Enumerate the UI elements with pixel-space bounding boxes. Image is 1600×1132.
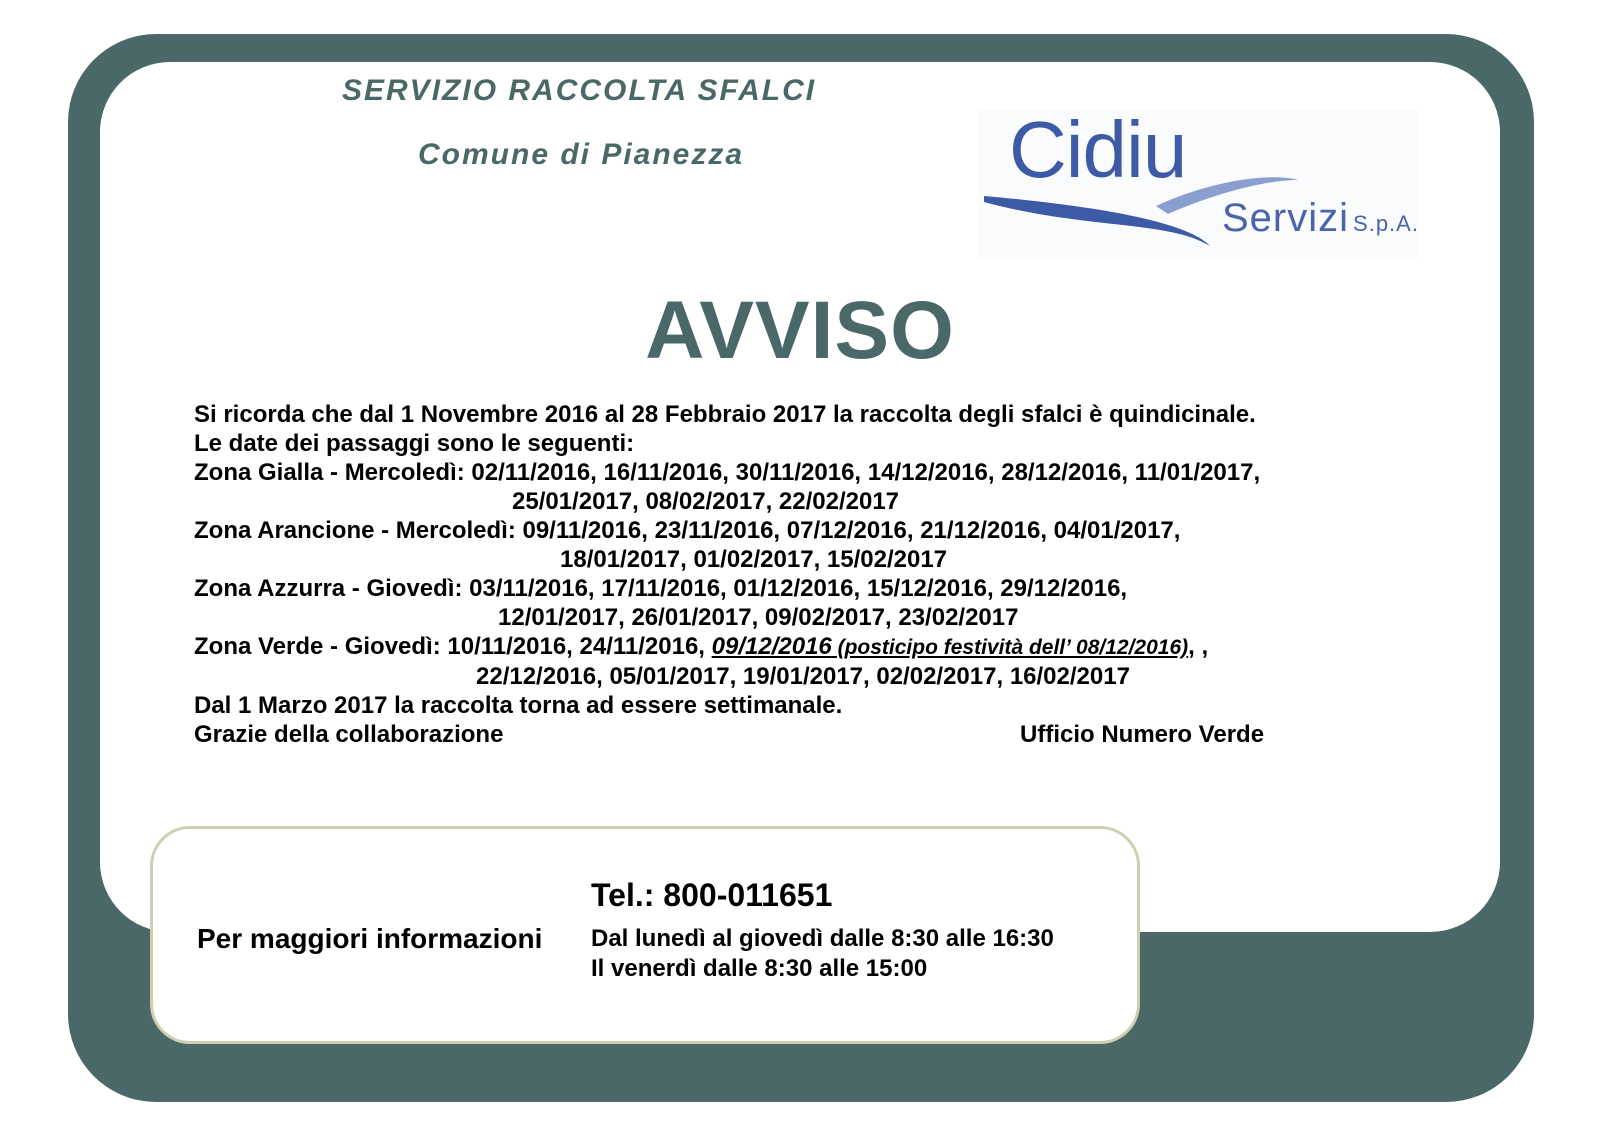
zone-verde-postponed-note: (posticipo festività dell’ 08/12/2016) [831,636,1189,659]
thanks-text: Grazie della collaborazione [194,721,504,748]
zone-arancione-line1: Zona Arancione - Mercoledì: 09/11/2016, 23/11/2016, 07/12/2016, 21/12/2016, 04/01/2017, [194,517,1181,544]
intro-line: Si ricorda che dal 1 Novembre 2016 al 28 Febbraio 2017 la raccolta degli sfalci è quindicinale. [194,401,1256,428]
hours-weekdays: Dal lunedì al giovedì dalle 8:30 alle 16:30 [591,925,1054,952]
notice-body [194,400,1265,749]
phone-number: Tel.: 800-011651 [591,877,833,913]
signature-text: Ufficio Numero Verde [1020,721,1265,748]
zone-verde-prefix: Zona Verde - Giovedì: 10/11/2016, 24/11/2016, [194,633,712,660]
notice-heading: AVVISO [645,285,955,376]
municipality-name: Comune di Pianezza [418,138,745,171]
zone-verde-line1 [194,632,1260,662]
hours-friday: Il venerdì dalle 8:30 alle 15:00 [591,955,928,982]
zone-gialla-line1: Zona Gialla - Mercoledì: 02/11/2016, 16/11/2016, 30/11/2016, 14/12/2016, 28/12/2016, 11/01/2017, [194,459,1261,486]
zone-verde-postponed-date: 09/12/2016 [711,633,832,660]
zone-gialla-line2: 25/01/2017, 08/02/2017, 22/02/2017 [512,488,900,515]
logo-servizi: Servizi [1222,196,1350,240]
zone-verde-line2: 22/12/2016, 05/01/2017, 19/01/2017, 02/02/2017, 16/02/2017 [476,663,1130,690]
cidiu-logo [978,105,1419,260]
info-box [150,826,1140,1044]
closing-row [194,720,1265,749]
zone-azzurra-line1: Zona Azzurra - Giovedì: 03/11/2016, 17/11/2016, 01/12/2016, 15/12/2016, 29/12/2016, [194,575,1128,602]
logo-sub-text [1222,196,1419,241]
dates-intro-line: Le date dei passaggi sono le seguenti: [194,430,635,457]
weekly-note: Dal 1 Marzo 2017 la raccolta torna ad essere settimanale. [194,692,843,719]
zone-verde-postponed [712,633,1188,660]
zone-arancione-line2: 18/01/2017, 01/02/2017, 15/02/2017 [560,546,948,573]
zone-verde-suffix: , , [1188,633,1209,660]
service-title: SERVIZIO RACCOLTA SFALCI [342,74,817,107]
zone-azzurra-line2: 12/01/2017, 26/01/2017, 09/02/2017, 23/02/2017 [498,604,1019,631]
logo-suffix: S.p.A. [1353,211,1419,236]
logo-main-text: Cidiu [1009,105,1187,194]
info-label: Per maggiori informazioni [197,923,543,954]
